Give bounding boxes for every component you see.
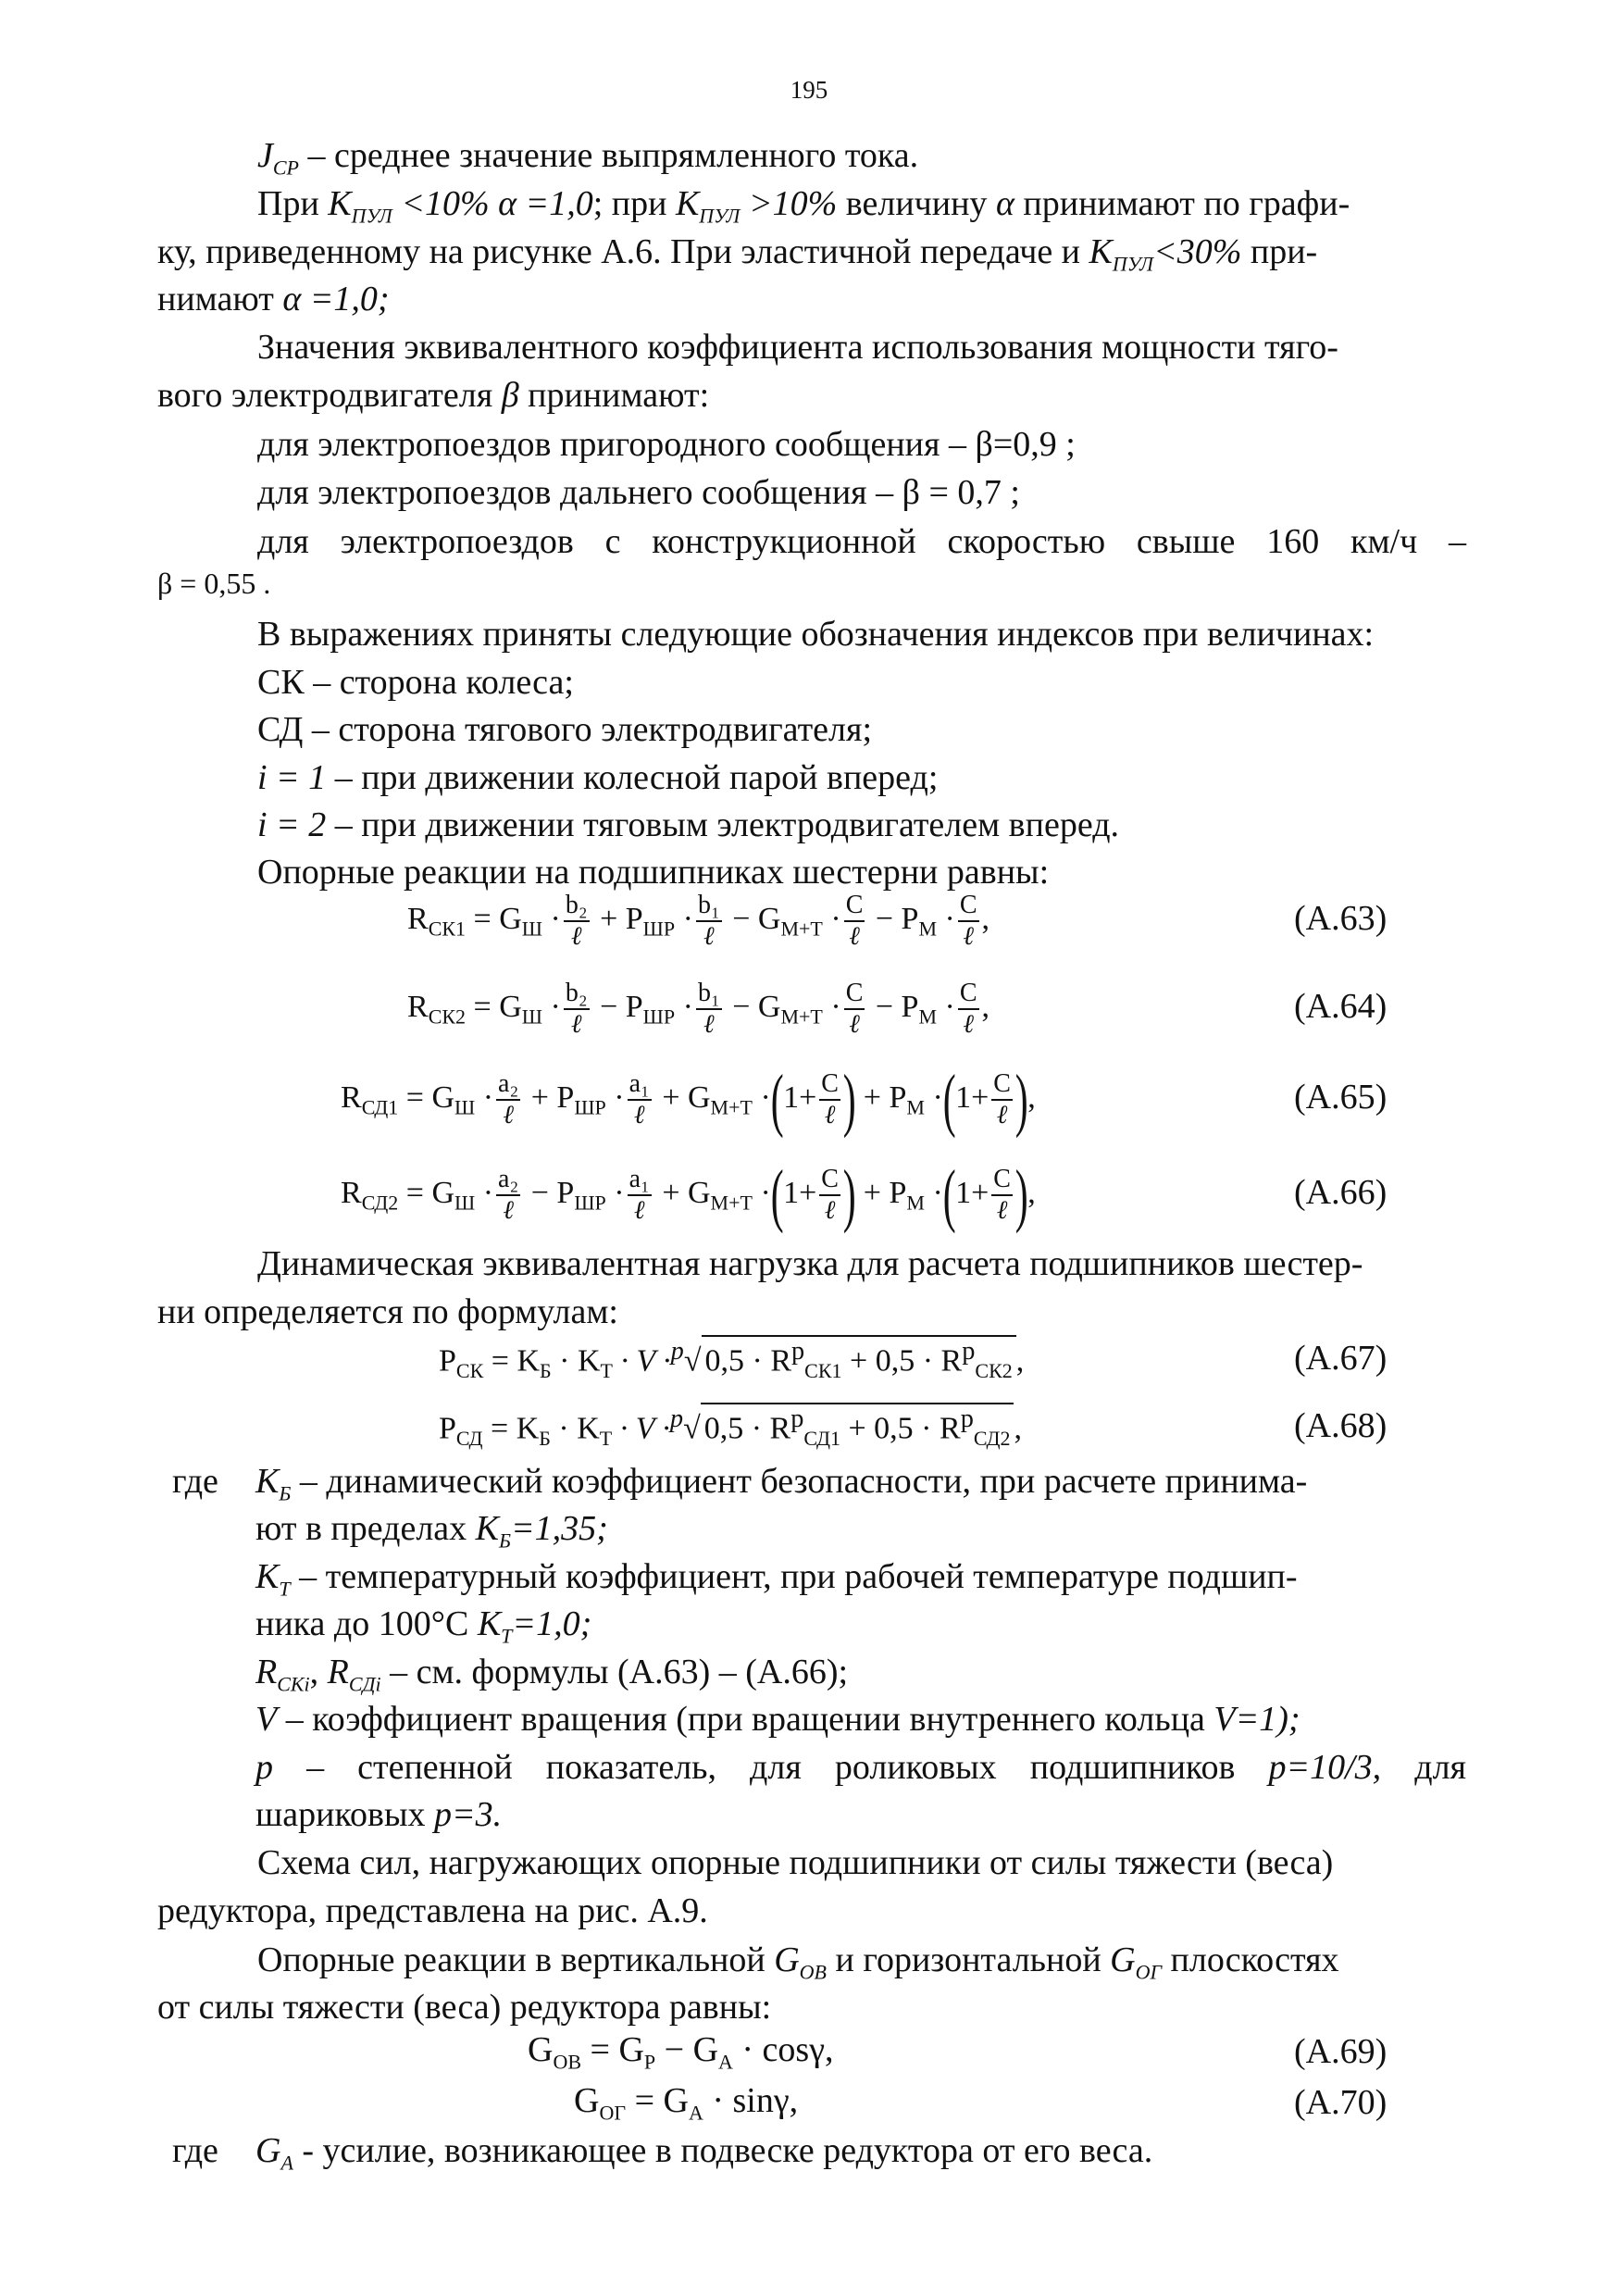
text-line: $K_Б$ – динамический коэффициент безопасности, при расчете принима- <box>255 1462 1308 1505</box>
equation-a69: $G_{ОВ} = G_Р - G_А \cdot \cos\gamma$, <box>528 2030 834 2074</box>
equation-number: (А.70) <box>1294 2083 1388 2122</box>
text-line: i = 2 – при движении тяговым электродвигателем вперед. <box>257 805 1120 844</box>
equation-number: (А.69) <box>1294 2032 1388 2071</box>
text-line: Опорные реакции в вертикальной $G_{ОВ}$ и горизонтальной $G_{ОГ}$ плоскостях <box>257 1940 1339 1984</box>
text-line: редуктора, представлена на рис. А.9. <box>157 1891 708 1930</box>
text-line: где <box>172 2131 218 2170</box>
text-line: i = 1 – при движении колесной парой вперед; <box>257 758 939 797</box>
equation-a66: $R_{СД2} = G_Ш$ · a₂ ℓ − $P_{ШР}$ · a₁ ℓ + $G_{М+Т} \cdot(1+$ C ℓ ) + $P_М \cdot(1+$ C ℓ ), <box>341 1156 1036 1234</box>
text-line: Динамическая эквивалентная нагрузка для расчета подшипников шестер- <box>257 1244 1363 1283</box>
text-line: для электропоездов с конструкционной скоростью свыше 160 км/ч – <box>257 522 1466 561</box>
text-line: $G_А$ - усилие, возникающее в подвеске редуктора от его веса. <box>255 2131 1153 2175</box>
equation-number: (А.64) <box>1294 987 1388 1026</box>
equation-number: (А.63) <box>1294 899 1388 938</box>
text-line: Значения эквивалентного коэффициента использования мощности тяго- <box>257 328 1338 367</box>
equation-number: (А.67) <box>1294 1339 1388 1378</box>
text-line: СК – сторона колеса; <box>257 663 574 702</box>
page-number: 195 <box>790 76 828 104</box>
text-line: нимают α =1,0; <box>157 280 390 318</box>
equation-a67: $P_{СК} = K_Б \cdot K_Т \cdot V \cdot^p√$ $0,5 \cdot R^p_{СК1} + 0,5 \cdot R^p_{СК2}$ , <box>439 1337 1025 1383</box>
text-line: При $K_{ПУЛ} <10\%$ α =1,0; при $K_{ПУЛ} >10\%$ величину α принимают по графи- <box>257 184 1350 228</box>
text-line: от силы тяжести (веса) редуктора равны: <box>157 1988 772 2027</box>
equation-a64: $R_{СК2} = G_Ш$ · b₂ ℓ − $P_{ШР}$ · b₁ ℓ − $G_{М+Т}$ · C ℓ − $P_М$ · C ℓ , <box>407 979 990 1039</box>
equation-a70: $G_{ОГ} = G_А \cdot \sin\gamma$, <box>574 2081 799 2125</box>
text-line: для электропоездов дальнего сообщения – β = 0,7 ; <box>257 473 1020 512</box>
text-line: V – коэффициент вращения (при вращении внутреннего кольца V=1); <box>255 1700 1301 1739</box>
text-line: шариковых p=3. <box>255 1795 503 1834</box>
text-line: СД – сторона тягового электродвигателя; <box>257 710 873 749</box>
text-line: $J_{CP}$ – среднее значение выпрямленного тока. <box>257 136 919 180</box>
text-line: ни определяется по формулам: <box>157 1292 618 1331</box>
text-line: вого электродвигателя β принимают: <box>157 376 710 415</box>
equation-number: (А.65) <box>1294 1078 1388 1117</box>
text-line: p – степенной показатель, для роликовых подшипников p=10/3, для <box>255 1748 1467 1787</box>
text-line: ют в пределах $K_Б=1,35$; <box>255 1509 608 1553</box>
equation-number: (А.66) <box>1294 1173 1388 1212</box>
text-line: для электропоездов пригородного сообщения – β=0,9 ; <box>257 425 1076 464</box>
text-line: $R_{СКi}$, $R_{СДi}$ – см. формулы (А.63) – (А.66); <box>255 1653 849 1696</box>
equation-number: (А.68) <box>1294 1406 1388 1445</box>
text-line: В выражениях приняты следующие обозначения индексов при величинах: <box>257 615 1375 654</box>
equation-a65: $R_{СД1} = G_Ш$ · a₂ ℓ + $P_{ШР}$ · a₁ ℓ + $G_{М+Т} \cdot(1+$ C ℓ ) + $P_М \cdot(1+$ C ℓ ), <box>341 1061 1036 1139</box>
text-line: Опорные реакции на подшипниках шестерни равны: <box>257 853 1050 892</box>
text-line: ника до 100°С $K_Т=1,0$; <box>255 1604 592 1648</box>
text-line: β = 0,55 . <box>157 567 271 600</box>
text-line: Схема сил, нагружающих опорные подшипники от силы тяжести (веса) <box>257 1843 1334 1882</box>
text-line: ку, приведенному на рисунке А.6. При эластичной передаче и $K_{ПУЛ}<30\%$ при- <box>157 232 1318 276</box>
equation-a63: $R_{СК1} = G_Ш$ · b₂ ℓ + $P_{ШР}$ · b₁ ℓ − $G_{М+Т}$ · C ℓ − $P_М$ · C ℓ , <box>407 891 990 951</box>
equation-a68: $P_{СД} = K_Б \cdot K_Т \cdot V \cdot^p√$ $0,5 \cdot R^p_{СД1} + 0,5 \cdot R^p_{СД2}$ , <box>439 1404 1022 1451</box>
text-line: $K_Т$ – температурный коэффициент, при рабочей температуре подшип- <box>255 1557 1298 1601</box>
text-line: где <box>172 1462 218 1501</box>
